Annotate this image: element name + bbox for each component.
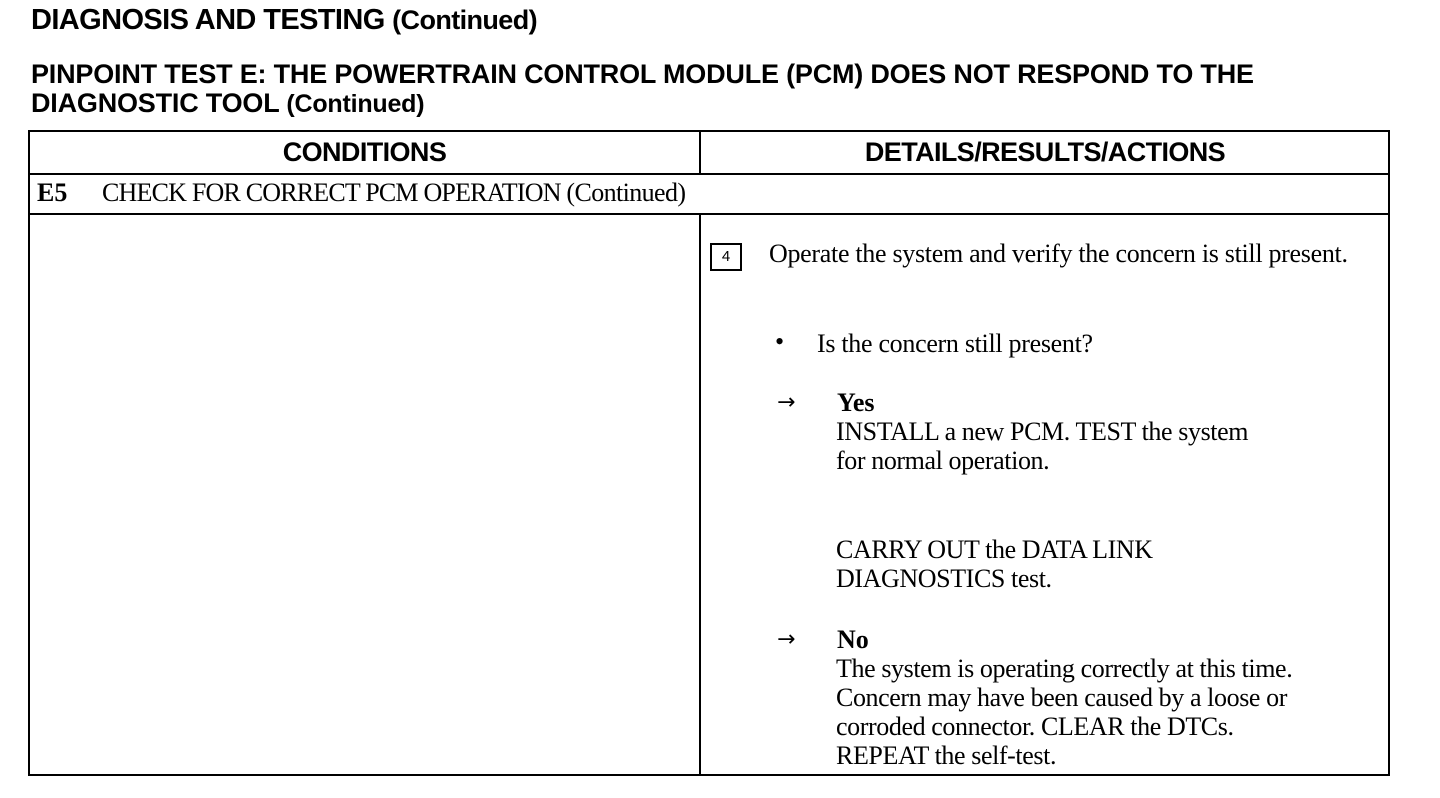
step-title-suffix: (Continued) xyxy=(566,178,686,207)
yes-outcome-label: Yes xyxy=(837,388,875,417)
page-title xyxy=(31,4,537,37)
table-header-row xyxy=(30,132,1388,175)
yes-outcome-action-2: CARRY OUT the DATA LINK DIAGNOSTICS test. xyxy=(836,535,1153,593)
pinpoint-test-title-text: PINPOINT TEST E: THE POWERTRAIN CONTROL MODULE (PCM) DOES NOT RESPOND TO THE DIAGNOSTIC TOOL xyxy=(31,59,1254,118)
pinpoint-test-title xyxy=(31,60,1411,119)
yes-outcome-action-1: INSTALL a new PCM. TEST the system for normal operation. xyxy=(836,417,1249,475)
arrow-right-icon: → xyxy=(777,627,796,652)
page-title-text: DIAGNOSIS AND TESTING xyxy=(31,4,385,36)
column-header-details-results-actions: DETAILS/RESULTS/ACTIONS xyxy=(864,137,1226,167)
step-title-text: CHECK FOR CORRECT PCM OPERATION xyxy=(102,178,561,207)
no-outcome-action: The system is operating correctly at this time. Concern may have been caused by a loose or corroded connector. CLEAR the DTCs. REPEAT the self-test. xyxy=(836,654,1293,770)
step-id: E5 xyxy=(37,178,68,207)
pinpoint-test-table xyxy=(28,130,1390,776)
details-cell xyxy=(701,215,1389,775)
substep-instruction: Operate the system and verify the concern is still present. xyxy=(769,239,1348,268)
no-outcome-label: No xyxy=(837,625,869,654)
substep-question: Is the concern still present? xyxy=(817,329,1093,358)
pinpoint-test-title-suffix: (Continued) xyxy=(286,90,425,118)
bullet-icon: • xyxy=(775,327,785,356)
substep-number-box: 4 xyxy=(710,243,742,271)
step-row xyxy=(30,173,1388,215)
page-title-suffix: (Continued) xyxy=(392,5,538,35)
step-title xyxy=(102,178,685,208)
arrow-right-icon: → xyxy=(777,390,796,415)
column-header-conditions: CONDITIONS xyxy=(282,137,447,167)
